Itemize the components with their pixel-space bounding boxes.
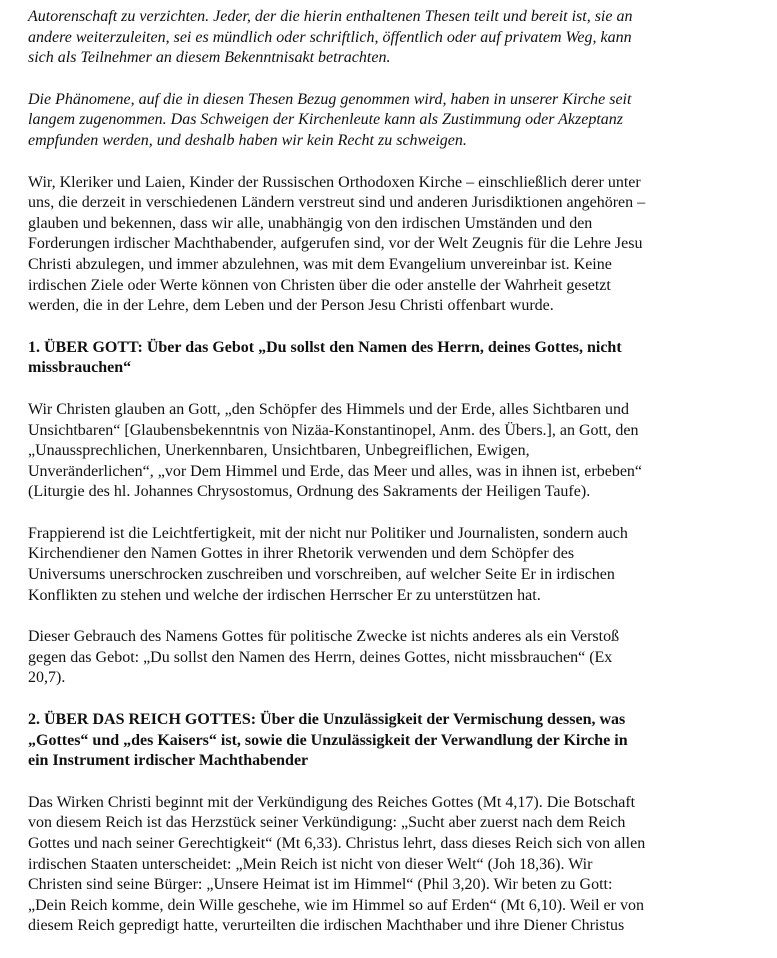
section-2-paragraph-1: Das Wirken Christi beginnt mit der Verkündigung des Reiches Gottes (Mt 4,17). Die Botschaft von diesem Reich ist das Herzstück seiner Verkündigung: „Sucht aber zuerst nach dem Reich Gottes und nach seiner Gerechtigkeit“ (Mt 6,33). Christus lehrt, dass dieses Reich sich von allen irdischen Staaten unterscheidet: „Mein Reich ist nicht von dieser Welt“ (Joh 18,36). Wir Christen sind seine Bürger: „Unsere Heimat ist im Himmel“ (Phil 3,20). Wir beten zu Gott: „Dein Reich komme, dein Wille geschehe, wie im Himmel so auf Erden“ (Mt 6,10). Weil er von diesem Reich gepredigt hatte, verurteilten die irdischen Machthaber und ihre Diener Christus — [28, 793, 646, 935]
section-2-heading: 2. ÜBER DAS REICH GOTTES: Über die Unzulässigkeit der Vermischung dessen, was „Gottes“ und „des Kaisers“ ist, sowie die Unzulässigkeit der Verwandlung der Kirche in ein Instrument irdischer Machthabender — [28, 711, 628, 770]
section-1-paragraph-2: Frappierend ist die Leichtfertigkeit, mit der nicht nur Politiker und Journalisten, sondern auch Kirchendiener den Namen Gottes in ihrer Rhetorik verwenden und dem Schöpfer des Universums unerschrocken zuschreiben und vorschreiben, auf welcher Seite Er in irdischen Konflikten zu stehen und welche der irdischen Herrscher Er zu unterstützen hat. — [28, 524, 628, 604]
section-1-heading: 1. ÜBER GOTT: Über das Gebot „Du sollst den Namen des Herrn, deines Gottes, nicht missbrauchen“ — [28, 338, 622, 377]
document-page — [28, 7, 748, 958]
intro-italic-paragraph-2: Die Phänomene, auf die in diesen Thesen Bezug genommen wird, haben in unserer Kirche seit langem zugenommen. Das Schweigen der Kirchenleute kann als Zustimmung oder Akzeptanz empfunden werden, und deshalb haben wir kein Recht zu schweigen. — [28, 90, 632, 149]
section-1-paragraph-1: Wir Christen glauben an Gott, „den Schöpfer des Himmels und der Erde, alles Sichtbaren und Unsichtbaren“ [Glaubensbekenntnis von Nizäa-Konstantinopel, Anm. des Übers.], an Gott, den „Unaussprechlichen, Unerkennbaren, Unsichtbaren, Unbegreiflichen, Ewigen, Unveränderlichen“, „vor Dem Himmel und Erde, das Meer und alles, was in ihnen ist, erbeben“ (Liturgie des hl. Johannes Chrysostomus, Ordnung des Sakraments der Heiligen Taufe). — [28, 400, 643, 501]
section-1-paragraph-3: Dieser Gebrauch des Namens Gottes für politische Zwecke ist nichts anderes als ein Verstoß gegen das Gebot: „Du sollst den Namen des Herrn, deines Gottes, nicht missbrauchen“ (Ex 20,7). — [28, 628, 620, 687]
intro-italic-paragraph-1: Autorenschaft zu verzichten. Jeder, der die hierin enthaltenen Thesen teilt und bereit ist, sie an andere weiterzuleiten, sei es mündlich oder schriftlich, öffentlich oder auf privatem Weg, kann sich als Teilnehmer an diesem Bekenntnisakt betrachten. — [28, 8, 633, 67]
intro-body-paragraph: Wir, Kleriker und Laien, Kinder der Russischen Orthodoxen Kirche – einschließlich derer unter uns, die derzeit in verschiedenen Ländern verstreut sind und anderen Jurisdiktionen angehören – glauben und bekennen, dass wir alle, unabhängig von den irdischen Umständen und den Forderungen irdischer Machthabender, aufgerufen sind, vor der Welt Zeugnis für die Lehre Jesu Christi abzulegen, und immer abzulehnen, was mit dem Evangelium unvereinbar ist. Keine irdischen Ziele oder Werte können von Christen über die oder anstelle der Wahrheit gesetzt werden, die in der Lehre, dem Leben und der Person Jesu Christi offenbart wurde. — [28, 173, 646, 315]
